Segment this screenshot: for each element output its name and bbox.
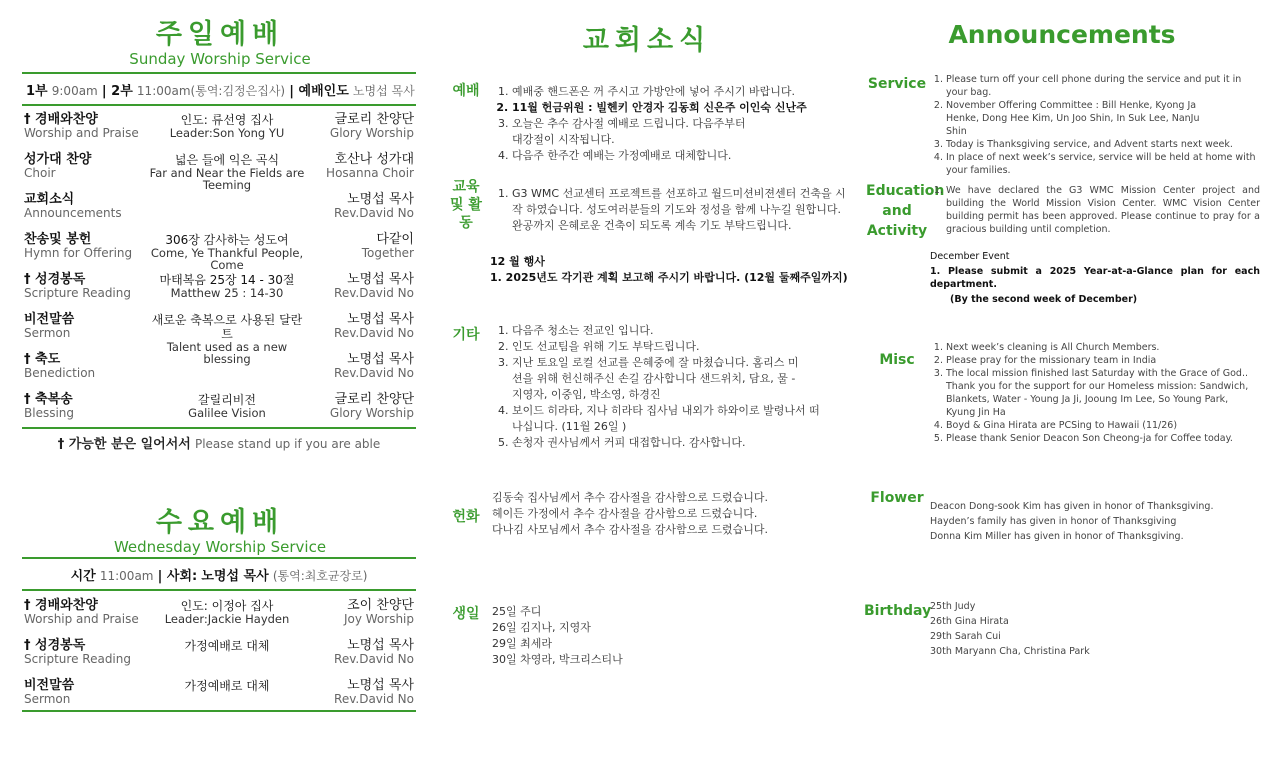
order-row [22,639,418,679]
stand-note [22,427,416,452]
order-leader-en: Rev.David No [334,652,414,666]
news-birthday-label: 생일 [452,606,480,622]
order-detail-kr: 새로운 축복으로 사용된 달란트 [151,313,303,341]
ann-misc-body [930,341,1260,445]
order-leader-kr: 노명섭 목사 [347,192,414,207]
wed-host-name: 노명섭 목사 [201,569,269,584]
news-edu-label-text: 교육 및 활동 [450,179,482,231]
order-leader-kr: 글로리 찬양단 [334,112,414,127]
dec-event-title: 12 월 행사 [490,255,545,268]
order-detail-kr: 인도: 이정아 집사 [180,599,274,613]
order-row [22,353,418,393]
first-service-time: 9:00am [51,84,98,98]
list-item: 2. November Offering Committee : Bill Henke, Kyong Ja Henke, Dong Hee Kim, Un Joo Shin, In Suk Lee, NanJu Shin [946,99,1216,138]
second-service-time: 11:00am(통역:김정은집사) [136,84,286,98]
news-offering-body [492,490,852,538]
order-leader-en: Glory Worship [329,406,414,420]
sunday-title-en: Sunday Worship Service [129,50,311,68]
order-item-kr: 비전말씀 [24,678,75,693]
order-row [22,193,418,233]
order-item-en: Announcements [24,206,122,220]
sunday-title-kr: 주일예배 [155,19,285,50]
wednesday-title-kr: 수요예배 [155,507,285,538]
ann-edu-label: Education and Activity [866,183,945,239]
wed-time: 11:00am [99,569,154,583]
order-item-kr: † 성경봉독 [24,272,86,287]
order-detail-kr: 마태복음 25장 14 - 30절 [159,273,295,287]
news-offering-label: 헌화 [452,509,480,525]
order-item-kr: † 성경봉독 [24,638,86,653]
news-worship-body [490,84,850,164]
worship-leader-name: 노명섭 목사 [352,84,415,98]
list-item: 3. 오늘은 추수 감사절 예배로 드립니다. 다음주부터 대강절이 시작됩니다. [512,116,752,148]
list-item: 5. Please thank Senior Deacon Son Cheong-ja for Coffee today. [946,432,1260,445]
wednesday-order-list [22,599,418,719]
list-item: 29일 최세라 [492,637,552,650]
list-item: Deacon Dong-sook Kim has given in honor of Thanksgiving. [930,501,1214,512]
list-item: 2. Please pray for the missionary team in India [946,354,1260,367]
order-item-en: Scripture Reading [24,652,131,666]
list-item: 25일 주디 [492,605,542,618]
list-item: 4. 보이드 히라타, 지나 히라타 집사님 내외가 하와이로 발령나서 떠나십니다. (11월 26일 ) [512,403,822,435]
dec-event-title-en: December Event [930,251,1010,262]
second-service-label: | 2부 [101,84,133,99]
list-item: 1. Next week’s cleaning is All Church Members. [946,341,1260,354]
announcements-title: Announcements [948,20,1176,49]
order-item-en: Worship and Praise [24,126,139,140]
news-misc-label: 기타 [452,327,480,343]
order-leader-en: Together [361,246,414,260]
news-edu-body [490,186,850,286]
list-item: 1. 다음주 청소는 전교인 입니다. [512,323,850,339]
order-item-en: Sermon [24,692,71,706]
order-item-en: Hymn for Offering [24,246,133,260]
list-item: 1. We have declared the G3 WMC Mission Center project and building the World Mission Vision Center. WMC Vision Center building permit has been approved. Please continue to pray for a gracious building until completion. [946,184,1260,236]
order-item-en: Worship and Praise [24,612,139,626]
ann-birthday-label: Birthday [864,603,932,619]
ann-edu-body [930,184,1260,306]
order-leader-kr: 노명섭 목사 [347,272,414,287]
news-worship-label: 예배 [452,83,480,99]
order-detail-en: Matthew 25 : 14-30 [170,286,284,300]
news-title: 교회소식 [582,25,712,56]
order-leader-kr: 노명섭 목사 [347,352,414,367]
order-leader-en: Rev.David No [334,366,414,380]
order-leader-en: Rev.David No [334,326,414,340]
news-edu-label [446,178,486,232]
order-detail-en: Leader:Jackie Hayden [164,612,290,626]
order-item-en: Sermon [24,326,71,340]
wed-interpreter: (통역:최호균장로) [272,569,368,583]
first-service-label: 1부 [26,84,48,99]
list-item: 4. In place of next week’s service, service will be held at home with your families. [946,151,1260,177]
order-detail-kr: 갈릴리비전 [198,393,256,407]
ann-flower-label: Flower [870,490,924,506]
order-detail-en: Leader:Son Yong YU [169,126,285,140]
order-detail-kr: 가정예배로 대체 [184,679,270,693]
wednesday-bottom-divider [22,710,416,712]
order-detail-kr: 306장 감사하는 성도여 [165,233,289,247]
order-leader-kr: 노명섭 목사 [347,678,414,693]
order-leader-en: Glory Worship [329,126,414,140]
order-item-kr: † 경배와찬양 [24,112,98,127]
dec-event-item-en-2: (By the second week of December) [950,294,1138,305]
list-item: 26th Gina Hirata [930,616,1009,627]
order-leader-en: Rev.David No [334,206,414,220]
wed-host-label: | 사회: [157,569,198,584]
ann-flower-body [930,500,1260,543]
order-leader-kr: 다같이 [376,232,414,247]
stand-note-kr: † 가능한 분은 일어서서 [57,437,191,452]
ann-birthday-body [930,600,1260,658]
list-item: 3. 지난 토요일 로컬 선교를 은혜중에 잘 마쳤습니다. 홈리스 미션을 위해 헌신해주신 손길 감사합니다 샌드위치, 담요, 물 - 지영자, 이중임, 박소영, 하경진 [512,355,802,403]
order-item-kr: 성가대 찬양 [24,152,92,167]
order-leader-en: Rev.David No [334,692,414,706]
order-item-kr: 찬송및 봉헌 [24,232,92,247]
list-item: 26일 김지나, 지영자 [492,621,591,634]
list-item: 3. Today is Thanksgiving service, and Advent starts next week. [946,138,1260,151]
order-item-en: Benediction [24,366,96,380]
order-leader-en: Joy Worship [343,612,414,626]
order-detail-en: Galilee Vision [188,406,266,420]
list-item: 4. 다음주 한주간 예배는 가정예배로 대체합니다. [512,148,850,164]
order-item-en: Blessing [24,406,75,420]
order-leader-kr: 글로리 찬양단 [334,392,414,407]
order-item-kr: † 축복송 [24,392,73,407]
list-item: 3. The local mission finished last Saturday with the Grace of God.. Thank you for the support for our Homeless mission: Sandwich, Blankets, Water - Young Ja Ji, Jooung Im Lee, So Young Park, Kyung Jin Ha [946,367,1258,419]
dec-event-item-en: 1. Please submit a 2025 Year-at-a-Glance plan for each department. [930,266,1260,290]
list-item: 1. 예배중 핸드폰은 꺼 주시고 가방안에 넣어 주시기 바랍니다. [512,84,850,100]
list-item: 25th Judy [930,601,976,612]
worship-leader-label: | 예배인도 [289,84,349,99]
list-item: Donna Kim Miller has given in honor of Thanksgiving. [930,531,1184,542]
order-detail-en: Come, Ye Thankful People, Come [150,246,304,272]
order-leader-en: Hosanna Choir [326,166,414,180]
wednesday-info-bar [22,557,416,591]
order-leader-kr: 조이 찬양단 [347,598,414,613]
order-detail-kr: 가정예배로 대체 [184,639,270,653]
order-item-en: Scripture Reading [24,286,131,300]
order-row [22,153,418,193]
order-row [22,679,418,719]
ann-service-body [930,73,1260,177]
dec-event-item: 1. 2025년도 각기관 계획 보고해 주시기 바랍니다. (12월 둘째주일까지) [490,271,848,284]
order-leader-kr: 노명섭 목사 [347,638,414,653]
list-item: 1. Please turn off your cell phone during the service and put it in your bag. [946,73,1260,99]
order-item-kr: 교회소식 [24,192,75,207]
list-item: 5. 손청자 권사님께서 커피 대접합니다. 감사합니다. [512,435,850,451]
list-item: 다나김 사모님께서 추수 감사절을 감사함으로 드렸습니다. [492,523,769,536]
list-item: 2. 인도 선교팀을 위해 기도 부탁드립니다. [512,339,850,355]
order-leader-en: Rev.David No [334,286,414,300]
stand-note-en: Please stand up if you are able [194,437,381,451]
list-item: 4. Boyd & Gina Hirata are PCSing to Hawaii (11/26) [946,419,1260,432]
order-item-kr: † 축도 [24,352,61,367]
order-row [22,273,418,313]
ann-service-label: Service [867,76,927,92]
wed-time-label: 시간 [70,569,96,584]
sunday-order-list [22,113,418,433]
news-birthday-body [492,604,852,668]
order-detail-en: Far and Near the Fields are Teeming [149,166,305,192]
order-item-en: Choir [24,166,56,180]
list-item: 김동숙 집사님께서 추수 감사절을 감사함으로 드렸습니다. [492,491,769,504]
order-leader-kr: 노명섭 목사 [347,312,414,327]
order-row [22,599,418,639]
list-item: 30th Maryann Cha, Christina Park [930,646,1090,657]
list-item: 2. 11월 헌금위원 : 빌헨키 안경자 김동희 신은주 이인숙 신난주 [512,100,850,116]
list-item: 30일 차영라, 박크리스티나 [492,653,623,666]
list-item: 29th Sarah Cui [930,631,1001,642]
order-row [22,233,418,273]
news-misc-body [490,323,850,451]
order-row [22,113,418,153]
order-leader-kr: 호산나 성가대 [334,152,414,167]
ann-misc-label: Misc [879,352,915,368]
order-detail-en: Talent used as a new blessing [166,340,288,366]
wednesday-title-en: Wednesday Worship Service [113,538,327,556]
list-item: 1. G3 WMC 선교센터 프로젝트를 선포하고 월드미션비젼센터 건축을 시작 하였습니다. 성도여러분들의 기도와 정성을 함께 나누길 원합니다. 완공까지 은혜로운 건축이 되도록 계속 기도 부탁드립니다. [512,186,850,234]
order-item-kr: † 경배와찬양 [24,598,98,613]
order-detail-kr: 넓은 들에 익은 곡식 [174,153,280,167]
order-detail-kr: 인도: 류선영 집사 [180,113,274,127]
sunday-info-bar [22,72,416,106]
order-item-kr: 비전말씀 [24,312,75,327]
list-item: Hayden’s family has given in honor of Thanksgiving [930,516,1177,527]
list-item: 헤이든 가정에서 추수 감사절을 감사함으로 드렸습니다. [492,507,758,520]
